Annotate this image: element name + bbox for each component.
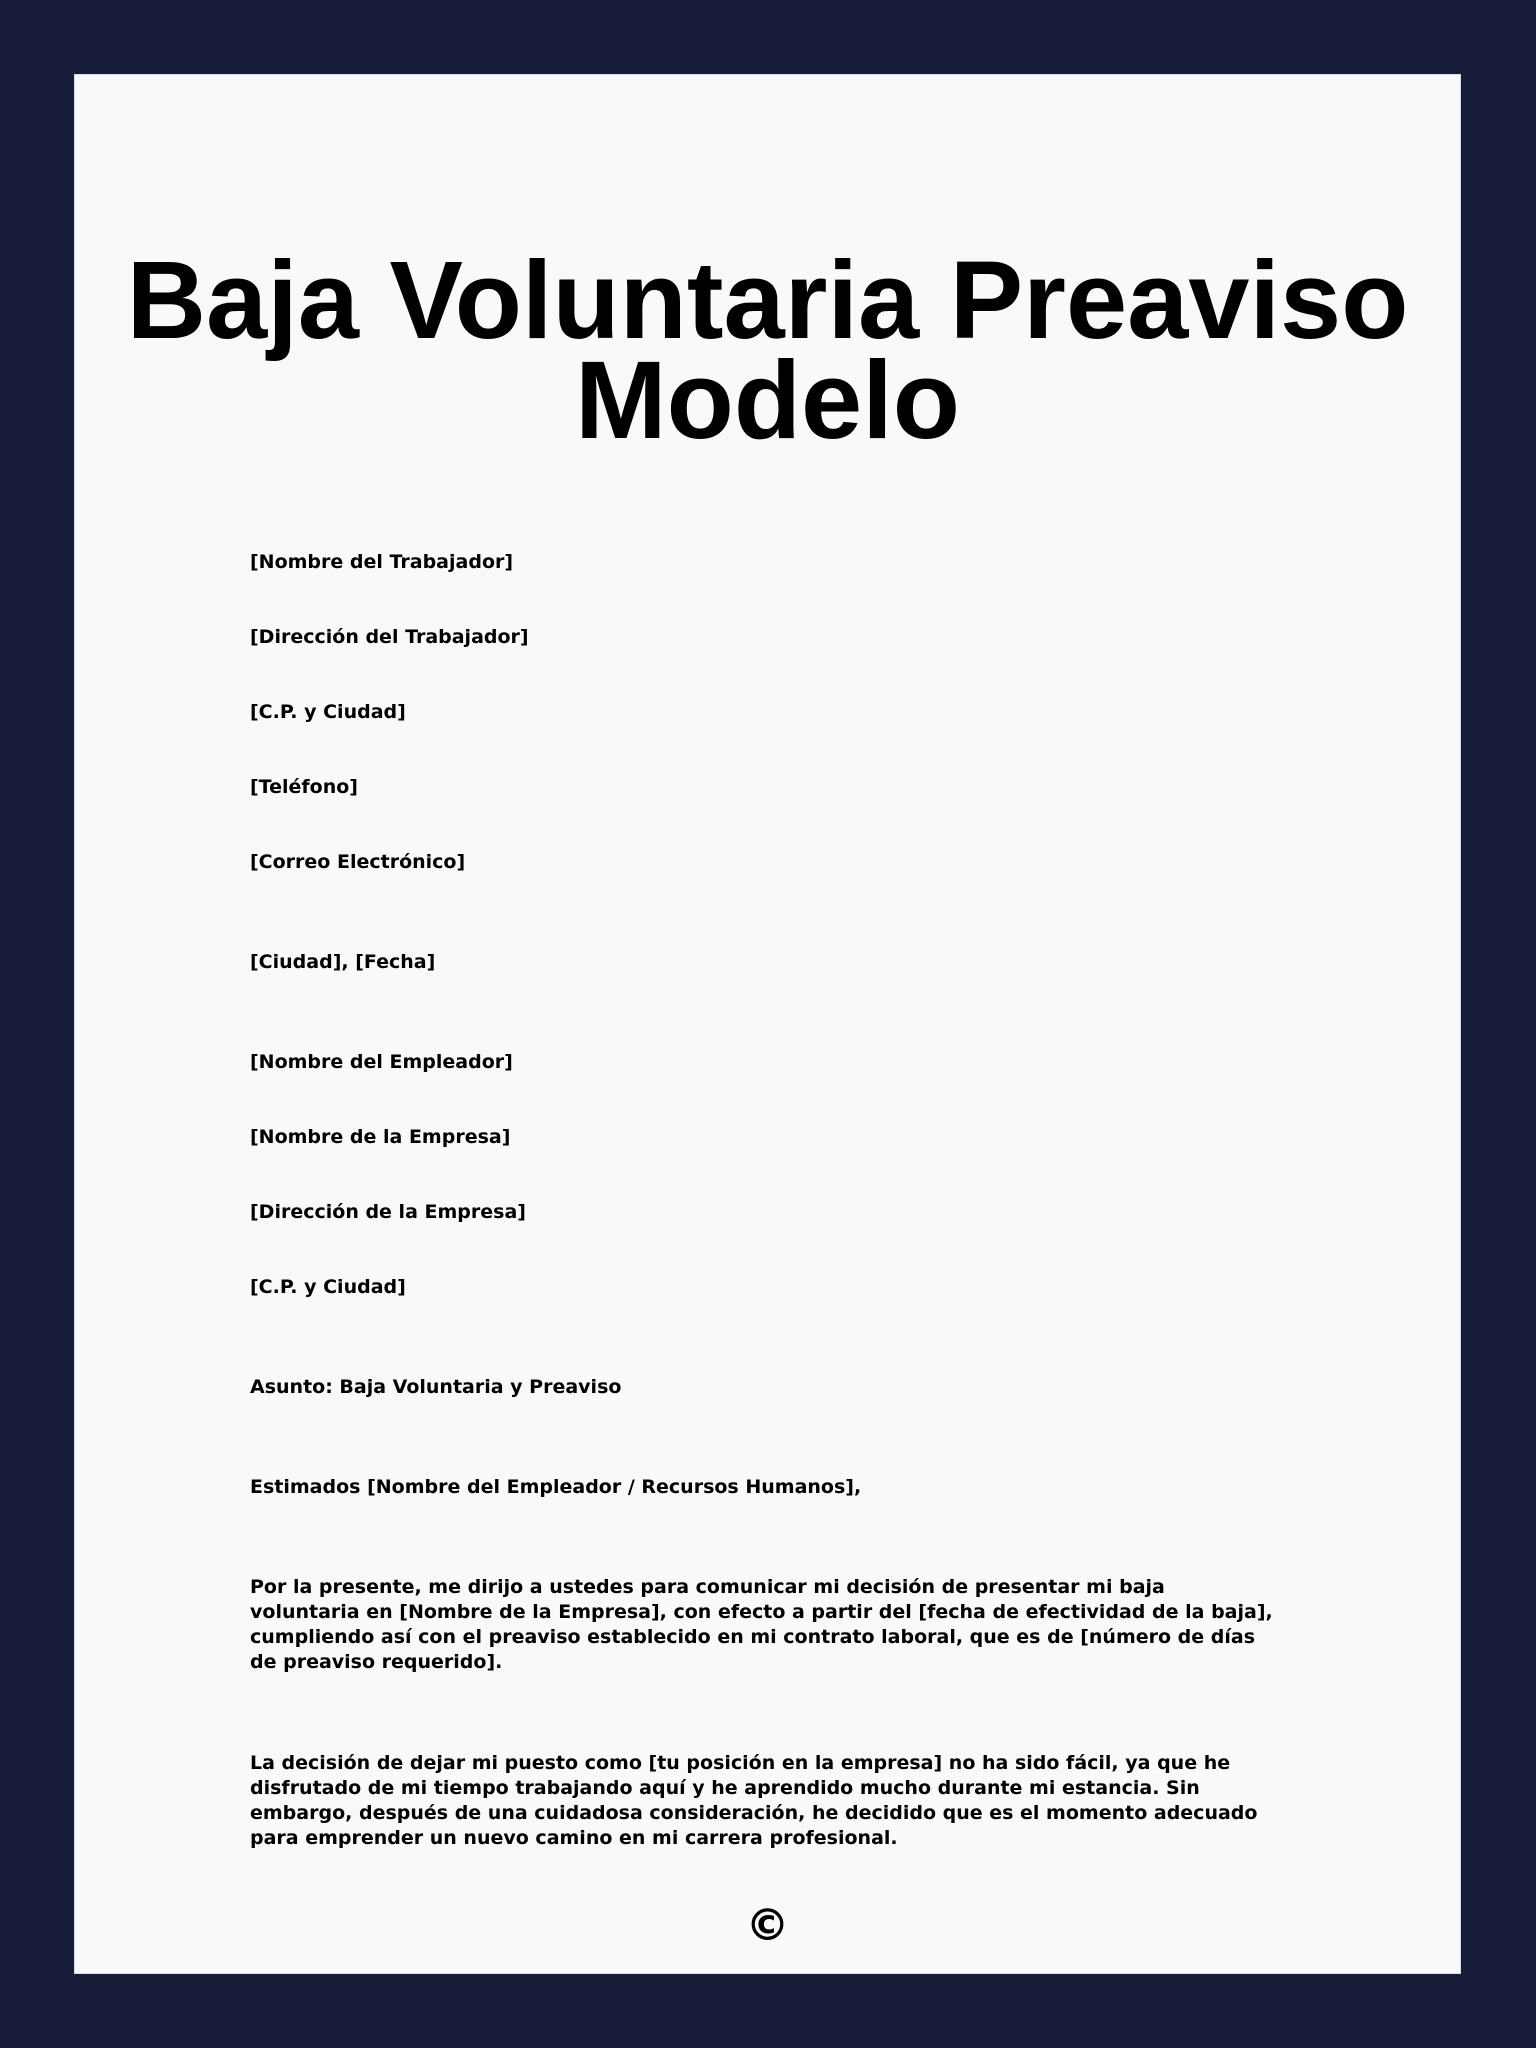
document-title: Baja Voluntaria Preaviso Modelo <box>126 239 1409 462</box>
recipient-company-name: [Nombre de la Empresa] <box>250 1126 511 1148</box>
paragraph-1: Por la presente, me dirijo a ustedes para comunicar mi decisión de presentar mi baja voluntaria en [Nombre de la Empresa], con efecto a partir del [fecha de efectividad de la baja], cumpliendo así con el preaviso establecido en mi contrato laboral, que es de [número de días de preaviso requerido]. <box>250 1576 1273 1673</box>
paragraph-2: La decisión de dejar mi puesto como [tu posición en la empresa] no ha sido fácil, ya que he disfrutado de mi tiempo trabajando aquí y he aprendido mucho durante mi estancia. Sin embargo, después de una cuidadosa consideración, he decidido que es el momento adecuado para emprender un nuevo camino en mi carrera profesional. <box>250 1752 1258 1849</box>
sender-name: [Nombre del Trabajador] <box>250 551 514 573</box>
recipient-company-address: [Dirección de la Empresa] <box>250 1201 526 1223</box>
copyright-icon: © <box>745 1900 790 1951</box>
sender-email: [Correo Electrónico] <box>250 851 466 873</box>
recipient-employer-name: [Nombre del Empleador] <box>250 1051 513 1073</box>
salutation: Estimados [Nombre del Empleador / Recursos Humanos], <box>250 1476 862 1498</box>
letter-body <box>250 550 1280 1851</box>
sender-phone: [Teléfono] <box>250 776 358 798</box>
sender-postal-city: [C.P. y Ciudad] <box>250 701 406 723</box>
sender-address: [Dirección del Trabajador] <box>250 626 529 648</box>
recipient-postal-city: [C.P. y Ciudad] <box>250 1276 406 1298</box>
place-date: [Ciudad], [Fecha] <box>250 951 436 973</box>
subject-line: Asunto: Baja Voluntaria y Preaviso <box>250 1376 622 1398</box>
document-page <box>74 74 1461 1974</box>
